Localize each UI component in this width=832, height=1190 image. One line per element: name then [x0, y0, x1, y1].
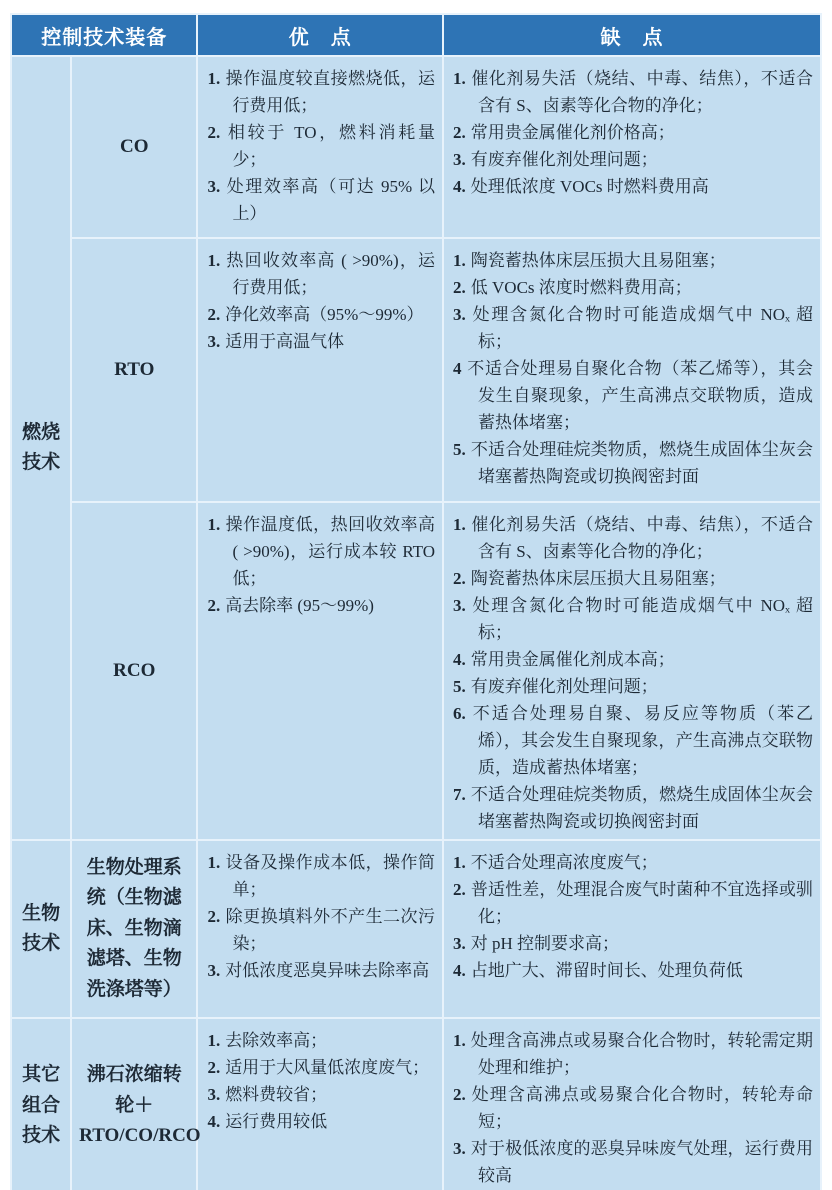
numbered-list-item	[453, 1135, 813, 1189]
numbered-list-item	[453, 565, 813, 592]
item-text: 普适性差，处理混合废气时菌种不宜选择或驯化；	[470, 880, 813, 926]
numbered-list-item	[453, 511, 813, 565]
item-number: 1.	[207, 515, 221, 534]
numbered-list-item	[453, 355, 813, 436]
item-text: 不适合处理易自聚化合物（苯乙烯等），其会发生自聚现象，产生高沸点交联物质，造成蓄热体堵塞；	[466, 359, 813, 432]
item-number: 3.	[207, 177, 221, 196]
item-text: 占地广大、滞留时间长、处理负荷低	[470, 961, 743, 980]
item-number: 2.	[453, 880, 466, 899]
cons-cell-rto	[444, 239, 820, 501]
numbered-list-item	[207, 903, 435, 957]
numbered-list-item	[207, 173, 435, 227]
item-text: 有废弃催化剂处理问题；	[470, 677, 658, 696]
item-text: 不适合处理硅烷类物质，燃烧生成固体尘灰会堵塞蓄热陶瓷或切换阀密封面	[470, 785, 813, 831]
item-text: 操作温度较直接燃烧低，运行费用低；	[225, 69, 436, 115]
cons-cell-other	[444, 1019, 820, 1190]
device-cell-rto: RTO	[72, 239, 196, 501]
item-number: 2.	[453, 278, 466, 297]
item-text: 适用于大风量低浓度废气；	[225, 1058, 430, 1077]
cons-cell-rco	[444, 503, 820, 839]
numbered-list-item	[207, 957, 435, 984]
item-number: 1.	[453, 1031, 466, 1050]
item-number: 1.	[453, 853, 466, 872]
numbered-list-item	[207, 1108, 435, 1135]
item-number: 2.	[207, 907, 221, 926]
item-text: 处理含高沸点或易聚合化合物时，转轮需定期处理和维护；	[470, 1031, 813, 1077]
numbered-list-item	[453, 957, 813, 984]
item-number: 3.	[207, 332, 221, 351]
pros-cell-rto	[198, 239, 442, 501]
item-number: 1.	[207, 853, 221, 872]
numbered-list-item	[207, 301, 435, 328]
pros-cell-rco	[198, 503, 442, 839]
pros-cell-bio	[198, 841, 442, 1017]
numbered-list-item	[453, 646, 813, 673]
numbered-list-item	[453, 592, 813, 646]
item-number: 6.	[453, 704, 466, 723]
item-text: 不适合处理高浓度废气；	[470, 853, 658, 872]
item-number: 2.	[453, 1085, 466, 1104]
item-text: 不适合处理易自聚、易反应等物质（苯乙烯），其会发生自聚现象，产生高沸点交联物质，造成蓄热体堵塞；	[470, 704, 813, 777]
numbered-list-item	[207, 328, 435, 355]
cons-cell-bio	[444, 841, 820, 1017]
item-number: 3.	[207, 1085, 221, 1104]
item-number: 1.	[453, 251, 466, 270]
item-number: 2.	[207, 1058, 221, 1077]
pros-cell-co	[198, 57, 442, 237]
item-text: 操作温度低，热回收效率高 ( >90%)，运行成本较 RTO 低；	[225, 515, 436, 588]
item-number: 5.	[453, 440, 466, 459]
item-number: 3.	[453, 934, 466, 953]
item-text: 低 VOCs 浓度时燃料费用高；	[470, 278, 692, 297]
item-text: 陶瓷蓄热体床层压损大且易阻塞；	[470, 251, 726, 270]
item-number: 1.	[453, 515, 466, 534]
item-text: 燃料费较省；	[225, 1085, 328, 1104]
item-number: 1.	[207, 251, 221, 270]
item-number: 4.	[453, 961, 466, 980]
numbered-list-item	[453, 876, 813, 930]
numbered-list-item	[453, 849, 813, 876]
item-number: 3.	[453, 150, 466, 169]
item-text: 高去除率 (95～99%)	[225, 596, 374, 615]
item-text: 净化效率高（95%～99%）	[225, 305, 424, 324]
numbered-list-item	[207, 247, 435, 301]
item-text: 相较于 TO，燃料消耗量少；	[225, 123, 436, 169]
numbered-list-item	[207, 1054, 435, 1081]
numbered-list-item	[453, 436, 813, 490]
table-row-rco	[12, 503, 820, 839]
item-text: 对低浓度恶臭异味去除率高	[225, 961, 430, 980]
device-cell-zeolite-rotor: 沸石浓缩转轮＋ RTO/CO/RCO	[72, 1019, 196, 1190]
table-row-co	[12, 57, 820, 237]
numbered-list-item	[453, 65, 813, 119]
numbered-list-item	[453, 274, 813, 301]
item-text: 陶瓷蓄热体床层压损大且易阻塞；	[470, 569, 726, 588]
item-number: 1.	[207, 69, 221, 88]
numbered-list-item	[207, 511, 435, 592]
item-text: 对于极低浓度的恶臭异味废气处理，运行费用较高	[470, 1139, 813, 1185]
numbered-list-item	[453, 1027, 813, 1081]
item-text: 常用贵金属催化剂价格高；	[470, 123, 675, 142]
voc-control-technology-table	[10, 13, 822, 1190]
item-text: 处理低浓度 VOCs 时燃料费用高	[470, 177, 709, 196]
item-text: 处理效率高（可达 95% 以上）	[225, 177, 436, 223]
item-number: 3.	[453, 305, 466, 324]
numbered-list-item	[453, 119, 813, 146]
table-row-other-combined	[12, 1019, 820, 1190]
item-text: 除更换填料外不产生二次污染；	[225, 907, 436, 953]
item-number: 3.	[453, 596, 466, 615]
numbered-list-item	[453, 146, 813, 173]
numbered-list-item	[207, 1027, 435, 1054]
item-text: 有废弃催化剂处理问题；	[470, 150, 658, 169]
item-text: 处理含氮化合物时可能造成烟气中 NOₓ 超标；	[470, 596, 813, 642]
item-number: 2.	[207, 596, 221, 615]
item-number: 1.	[207, 1031, 221, 1050]
pros-cell-other	[198, 1019, 442, 1190]
device-cell-co: CO	[72, 57, 196, 237]
numbered-list-item	[453, 301, 813, 355]
header-cell-cons: 缺 点	[444, 15, 820, 55]
numbered-list-item	[207, 1081, 435, 1108]
header-cell-equipment: 控制技术装备	[12, 15, 196, 55]
item-number: 4.	[453, 177, 466, 196]
category-cell-biological: 生物技术	[12, 841, 70, 1017]
item-number: 1.	[453, 69, 466, 88]
item-number: 3.	[453, 1139, 466, 1158]
item-number: 4.	[207, 1112, 221, 1131]
table-row-biological	[12, 841, 820, 1017]
item-text: 不适合处理硅烷类物质，燃烧生成固体尘灰会堵塞蓄热陶瓷或切换阀密封面	[470, 440, 813, 486]
item-number: 2.	[453, 123, 466, 142]
numbered-list-item	[453, 781, 813, 835]
item-number: 3.	[207, 961, 221, 980]
item-text: 对 pH 控制要求高；	[470, 934, 620, 953]
item-number: 7.	[453, 785, 466, 804]
item-text: 常用贵金属催化剂成本高；	[470, 650, 675, 669]
numbered-list-item	[453, 930, 813, 957]
category-cell-combustion: 燃烧技术	[12, 57, 70, 839]
numbered-list-item	[453, 1081, 813, 1135]
item-number: 4	[453, 359, 462, 378]
item-text: 催化剂易失活（烧结、中毒、结焦），不适合含有 S、卤素等化合物的净化；	[470, 69, 813, 115]
numbered-list-item	[207, 592, 435, 619]
device-cell-rco: RCO	[72, 503, 196, 839]
table-row-rto	[12, 239, 820, 501]
numbered-list-item	[453, 247, 813, 274]
cons-cell-co	[444, 57, 820, 237]
item-text: 去除效率高；	[225, 1031, 328, 1050]
device-cell-bio-system: 生物处理系统（生物滤床、生物滴滤塔、生物洗涤塔等）	[72, 841, 196, 1017]
item-number: 5.	[453, 677, 466, 696]
item-text: 适用于高温气体	[225, 332, 345, 351]
item-text: 运行费用较低	[225, 1112, 328, 1131]
numbered-list-item	[453, 173, 813, 200]
numbered-list-item	[207, 65, 435, 119]
numbered-list-item	[207, 119, 435, 173]
item-text: 处理含氮化合物时可能造成烟气中 NOₓ 超标；	[470, 305, 813, 351]
category-cell-other-combined: 其它组合技术	[12, 1019, 70, 1190]
item-text: 催化剂易失活（烧结、中毒、结焦），不适合含有 S、卤素等化合物的净化；	[470, 515, 813, 561]
item-number: 4.	[453, 650, 466, 669]
item-number: 2.	[207, 123, 221, 142]
numbered-list-item	[453, 700, 813, 781]
item-text: 热回收效率高 ( >90%)，运行费用低；	[225, 251, 436, 297]
table-header-row	[12, 15, 820, 55]
numbered-list-item	[453, 673, 813, 700]
item-number: 2.	[207, 305, 221, 324]
item-text: 处理含高沸点或易聚合化合物时，转轮寿命短；	[470, 1085, 813, 1131]
item-number: 2.	[453, 569, 466, 588]
header-cell-pros: 优 点	[198, 15, 442, 55]
numbered-list-item	[207, 849, 435, 903]
item-text: 设备及操作成本低，操作简单；	[225, 853, 436, 899]
